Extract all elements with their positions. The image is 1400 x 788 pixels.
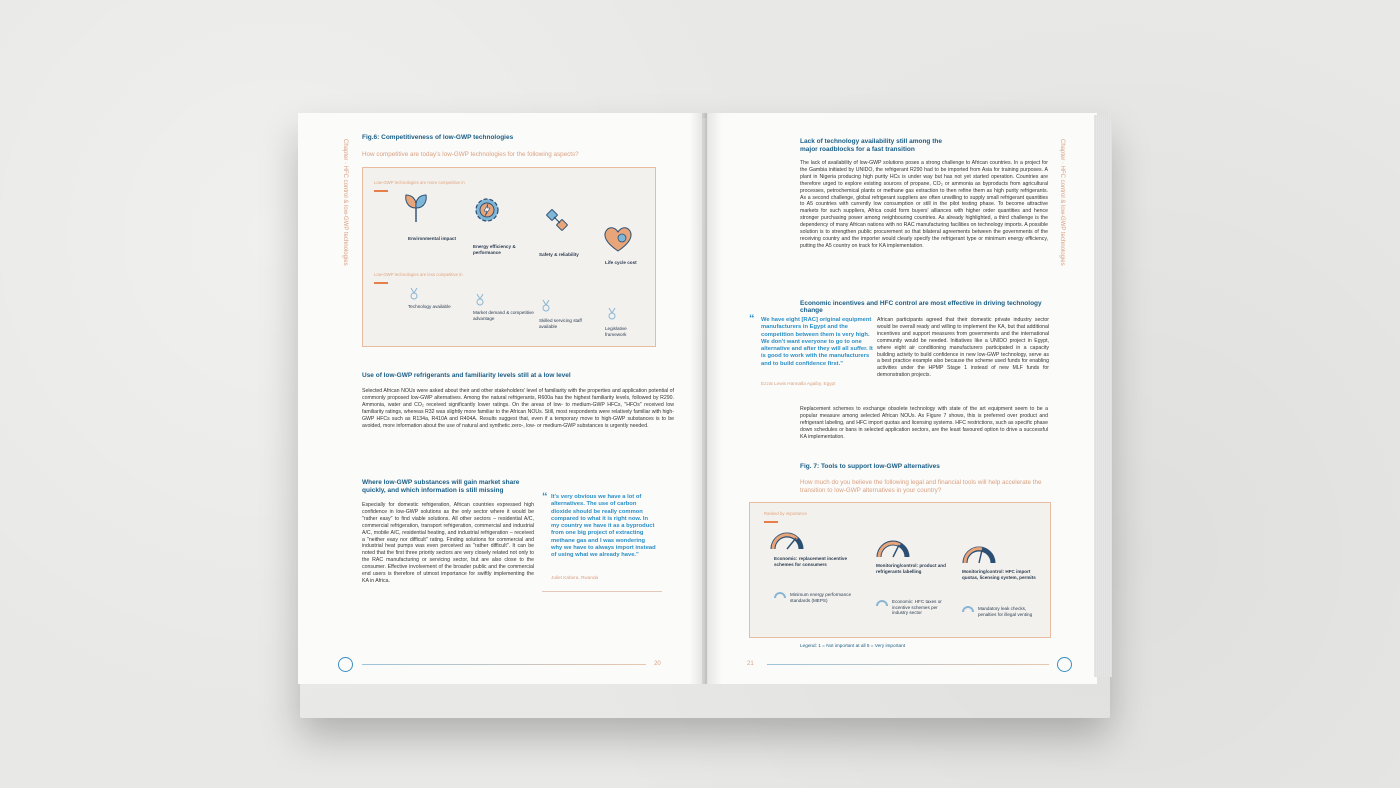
left-quote-source: Juliet Kabera, Rwanda (551, 575, 599, 580)
medal-icon (475, 294, 485, 306)
footer-rule (767, 664, 1049, 665)
fig6-more-bar (374, 190, 388, 192)
quote-divider (542, 591, 662, 592)
section1-body: Selected African NOUs were asked about their and other stakeholders' level of familiarity with the properties and application potential of commonly proposed low-GWP alternatives. Among the natural refrigerants, R600a has the highest familiarity levels, followed by R290. Ammonia, water and CO₂ received significantly lower ratings. On the areas of low- to medium-GWP HFCs, "HFOs" received low familiarity ratings, whereas R32 was slightly more familiar to the African NOUs. Still, most respondents were relatively familiar with high-GWP HFCs such as R134a, R410A and R404A. Results suggest that, even if a temporary move to high-GWP substances is to be avoided, more information about the use of natural and synthetic zero-, low- or medium-GWP substances is urgently needed. (362, 388, 674, 429)
left-side-label: Chapter · HFC control & low-GWP technologies (342, 139, 348, 266)
fig7-bottom-item-1: Minimum energy performance standards (MEPS) (790, 592, 852, 603)
fig7-bottom-item-3: Mandatory leak checks, penalties for illegal venting (978, 606, 1033, 617)
fig6-less-item-2: Market demand & competitive advantage (473, 310, 534, 321)
fig7-top-item-3: Monitoring/control: HFC import quotas, licensing system, permits (962, 569, 1036, 580)
fig6-more-label: Low-GWP technologies are more competitive in (374, 180, 465, 185)
gauge-icon (876, 539, 910, 559)
fig6-more-item-2: Energy efficiency & performance (473, 244, 516, 255)
fig6-title: Fig.6: Competitiveness of low-GWP technologies (362, 134, 514, 141)
right-page-number: 21 (747, 661, 754, 667)
left-quote: It's very obvious we have a lot of alternatives. The use of carbon dioxide should be really common compared to what it is right now. In my country we have it as a byproduct from one big project of extracting methane gas and I was wondering why we have to always import instead of using what we already have." (551, 494, 656, 559)
book-spine (690, 113, 722, 684)
section2-body: Especially for domestic refrigeration, African countries expressed high confidence in low-GWP solutions as the only sector where it would be "rather easy" to find viable solutions. All other sectors – residential A/C, commercial refrigeration, transport refrigeration, commercial and industrial A/C, mobile A/C, residential heating, and industrial refrigeration – received a "neither easy nor difficult" rating. Finding solutions for commercial and industrial heat pumps was even perceived as "rather difficult". It can be noted that the first three priority sectors are very closely related not only to the RAC manufacturing or servicing sector, but are also close to the consumer. Effective involvement of the broader public and the commercial end users is therefore of utmost importance for swiftly implementing the KA in Africa. (362, 502, 534, 584)
section1-heading: Use of low-GWP refrigerants and familiarity levels still at a low level (362, 372, 571, 379)
right-quote-source: Ezzat Lewis Hannalla Agaiby, Egypt (761, 381, 836, 386)
fig6-less-item-4: Legislative framework (605, 326, 627, 337)
right-body2: African participants agreed that their domestic private industry sector would be overall ready and willing to implement the KA, but that additional incentives and support measures from governments and the international community would be needed. Initiatives like a UNIDO project in Egypt, where eight air conditioning manufacturers participated in a capacity building activity to build confidence in new low-GWP technology, serve as a best practice example also because the scheme used funds for enabling activities under the HPMP Stage 1 instead of new MLF funds for demonstration projects. (877, 317, 1049, 379)
fig7-question: How much do you believe the following legal and financial tools will help accelerate the transition to low-GWP alternatives in your country? (800, 479, 1042, 494)
quote-mark-icon: “ (749, 313, 755, 325)
small-gauge-icon (774, 591, 786, 599)
right-side-label: Chapter · HFC control & low-GWP technologies (1059, 139, 1065, 266)
medal-icon (409, 288, 419, 300)
medal-icon (607, 308, 617, 320)
right-body3: Replacement schemes to exchange obsolete technology with state of the art equipment seem to be a popular measure among selected African NOUs. As Figure 7 shows, this is preferred over product and refrigerant labeling, and HFC import quotas and licensing systems. HFC restrictions, such as specific phase down schedules or bans in selected application sectors, are the least favoured option to drive a successful KA implementation. (800, 406, 1048, 440)
fig7-bottom-item-2: Economic: HFC taxes or incentive schemes per industry sector (892, 599, 942, 616)
left-page-number: 20 (654, 661, 661, 667)
right-body1: The lack of availability of low-GWP solutions poses a strong challenge to African countries. In a project for the Gambia initiated by UNIDO, the refrigerant R290 had to be imported from Asia for training purposes. A plant in Nigeria producing high purity HCs is under way but has not yet started operation. Countries are therefore urged to explore existing sources of propane, CO₂ or ammonia as byproducts from agricultural processes, petrochemical plants or methane gas extraction to then refine them as high purity refrigerants. As a second challenge, global refrigerant suppliers are often unwilling to supply small refrigerant quantities to A5 countries with currently low consumption or still in the pilot testing phase. To become attractive markets for such suppliers, Africa could form buyers' alliances with higher order quantities and hence stronger purchasing power among neighbouring countries. As already highlighted, a third challenge is the dependency of many African nations with no RAC manufacturing facilities on technology imports. A possible solution is to strengthen public procurement so that bilateral agreements between the governments of the receiving country and the importer would clearly specify the refrigerant type or minimum energy efficiency, putting the A5 country on track for KA implementation. (800, 160, 1048, 249)
right-page (707, 113, 1097, 684)
fig6-less-bar (374, 282, 388, 284)
right-quote: We have eight [RAC] original equipment manufacturers in Egypt and the competition between them is very high. We don't want everyone to go to one alternative and after they will all suffer. It is good to work with the manufacturers and to build confidence first." (761, 317, 873, 367)
fig7-title: Fig. 7: Tools to support low-GWP alternatives (800, 463, 940, 470)
gear-bolt-icon (473, 196, 501, 224)
page-edges (1094, 115, 1112, 677)
un-emblem-icon (1057, 657, 1072, 672)
fig7-ranked-bar (764, 521, 778, 523)
fig6-more-item-1: Environmental impact (408, 236, 456, 241)
gauge-icon (770, 531, 804, 551)
leaf-icon (403, 194, 429, 222)
heart-coin-icon (603, 226, 633, 252)
fig7-ranked-label: Ranked by importance (764, 511, 807, 516)
quote-mark-icon: “ (542, 491, 548, 503)
fig6-more-item-3: Safety & reliability (539, 252, 579, 257)
right-heading1: Lack of technology availability still among the major roadblocks for a fast transition (800, 138, 942, 153)
fig6-less-item-1: Technology available (408, 304, 451, 309)
section2-heading: Where low-GWP substances will gain market share quickly, and which information is still missing (362, 479, 520, 494)
fig6-panel (362, 167, 656, 347)
fig7-panel (749, 502, 1051, 638)
fig6-less-item-3: Skilled servicing staff available (539, 318, 582, 329)
footer-rule (362, 664, 646, 665)
fig7-top-item-1: Economic: replacement incentive schemes for consumers (774, 556, 848, 567)
un-emblem-icon (338, 657, 353, 672)
small-gauge-icon (962, 605, 974, 613)
plug-icon (545, 208, 571, 234)
fig7-legend: Legend: 1 = Not important at all 5 = Very important (800, 643, 906, 648)
fig7-top-item-2: Monitoring/control: product and refrigerants labelling (876, 563, 946, 574)
gauge-icon (962, 545, 996, 565)
fig6-question: How competitive are today's low-GWP technologies for the following aspects? (362, 151, 579, 158)
fig6-more-item-4: Life cycle cost (605, 260, 637, 265)
small-gauge-icon (876, 599, 888, 607)
fig6-less-label: Low-GWP technologies are less competitive in (374, 272, 463, 277)
left-page (298, 113, 702, 684)
medal-icon (541, 300, 551, 312)
right-heading2: Economic incentives and HFC control are most effective in driving technology change (800, 300, 1042, 314)
